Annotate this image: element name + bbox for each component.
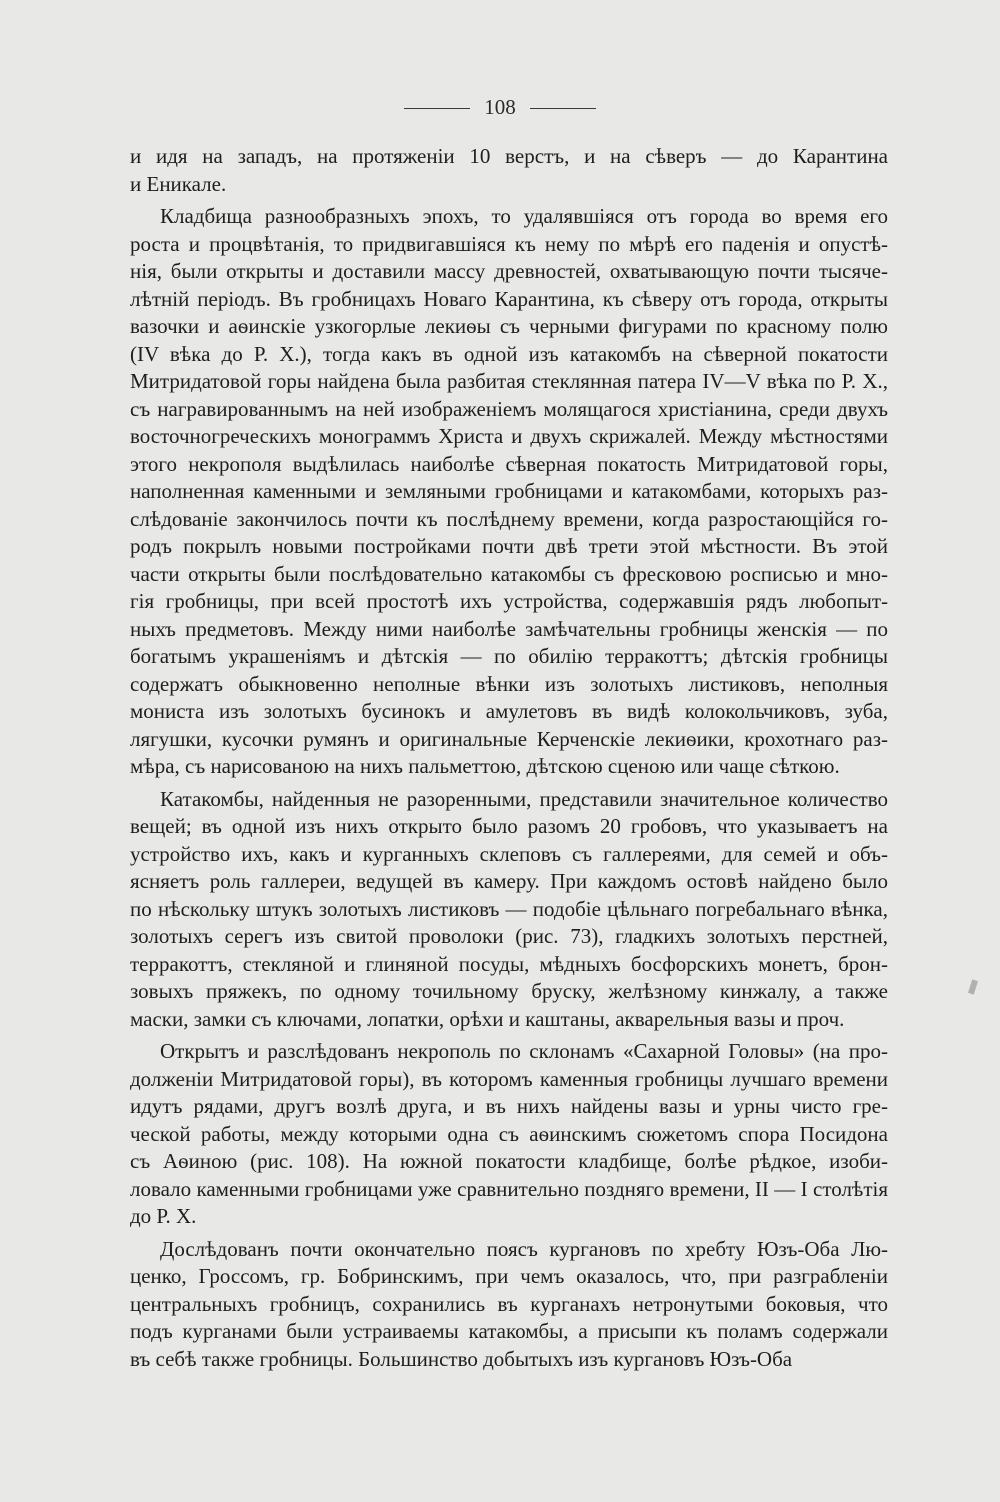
text-line: вазочки и аѳинскіе узкогорлые лекиѳы съ черными фигурами по красному полю	[130, 314, 888, 338]
header-rule-right	[530, 108, 596, 109]
paragraph	[130, 786, 888, 1034]
text-line: идутъ рядами, другъ возлѣ друга, и въ нихъ найдены вазы и урны чисто гре-	[130, 1094, 888, 1118]
text-line: гія гробницы, при всей простотѣ ихъ устройства, содержавшія рядъ любопыт-	[130, 589, 888, 613]
text-line: ныхъ предметовъ. Между ними наиболѣе замѣчательны гробницы женскія — по	[130, 616, 888, 641]
text-line: и идя на западъ, на протяженіи 10 верстъ, и на сѣверъ — до Карантина	[130, 144, 888, 168]
text-line: слѣдованіе закончилось почти къ послѣднему времени, когда разростающійся го-	[130, 506, 888, 531]
text-line: Кладбища разнообразныхъ эпохъ, то удалявшіяся отъ города во время его	[160, 204, 888, 228]
text-line: зовыхъ пряжекъ, по одному точильному бруску, желѣзному кинжалу, а также	[130, 979, 888, 1003]
text-line: Митридатовой горы найдена была разбитая стеклянная патера IV—V вѣка по Р. Х.,	[130, 369, 888, 393]
text-line: роста и процвѣтанія, то придвигавшіяся къ нему по мѣрѣ его паденія и опустѣ-	[130, 231, 888, 256]
text-line: терракоттъ, стекляной и глиняной посуды, мѣдныхъ босфорскихъ монетъ, брон-	[130, 951, 888, 976]
text-line: мониста изъ золотыхъ бусинокъ и амулетовъ въ видѣ колокольчиковъ, зуба,	[130, 699, 888, 723]
text-line: содержатъ обыкновенно неполные вѣнки изъ золотыхъ листиковъ, неполныя	[130, 671, 888, 696]
text-line: съ награвированнымъ на ней изображеніемъ молящагося христіанина, среди двухъ	[130, 396, 888, 421]
paper-speck	[968, 979, 978, 994]
paragraph	[130, 203, 888, 781]
text-line: до Р. Х.	[130, 1204, 197, 1228]
text-line: Катакомбы, найденныя не разоренными, представили значительное количество	[160, 786, 888, 811]
text-line: ясняетъ роль галлереи, ведущей въ камеру. При каждомъ остовѣ найдено было	[130, 869, 888, 893]
text-line: (IV вѣка до Р. Х.), тогда какъ въ одной изъ катакомбъ на сѣверной покатости	[130, 341, 888, 366]
text-line: родъ покрылъ новыми постройками почти двѣ трети этой мѣстности. Въ этой	[130, 534, 888, 558]
text-line: по нѣскольку штукъ золотыхъ листиковъ — подобіе цѣльнаго погребальнаго вѣнка,	[130, 896, 888, 921]
paragraph	[130, 1236, 888, 1374]
text-line: вещей; въ одной изъ нихъ открыто было разомъ 20 гробовъ, что указываетъ на	[130, 814, 888, 838]
text-line: этого некрополя выдѣлилась наиболѣе сѣверная покатость Митридатовой горы,	[130, 451, 888, 476]
body-text	[130, 143, 888, 1373]
text-line: долженіи Митридатовой горы), въ которомъ каменныя гробницы лучшаго времени	[130, 1066, 888, 1091]
paragraph	[130, 143, 888, 198]
text-line: мѣра, съ нарисованою на нихъ пальметтою, дѣтскою сценою или чаще сѣткою.	[130, 754, 840, 778]
text-line: лягушки, кусочки румянъ и оригинальные Керченскіе лекиѳики, крохотнаго раз-	[130, 726, 888, 751]
text-line: восточногреческихъ монограммъ Христа и двухъ скрижалей. Между мѣстностями	[130, 424, 888, 448]
text-line: наполненная каменными и земляными гробницами и катакомбами, которыхъ раз-	[130, 479, 888, 503]
text-line: и Еникале.	[130, 171, 227, 196]
text-line: ческой работы, между которыми одна съ аѳинскимъ сюжетомъ спора Посидона	[130, 1121, 888, 1146]
text-line: ценко, Гроссомъ, гр. Бобринскимъ, при чемъ оказалось, что, при разграбленіи	[130, 1264, 888, 1288]
text-line: лѣтній періодъ. Въ гробницахъ Новаго Карантина, къ сѣверу отъ города, открыты	[130, 286, 888, 311]
header-rule-left	[404, 108, 470, 109]
page-header	[0, 95, 1000, 120]
text-line: подъ курганами были устраиваемы катакомбы, а присыпи къ поламъ содержали	[130, 1319, 888, 1343]
text-line: Дослѣдованъ почти окончательно поясъ кургановъ по хребту Юзъ-Оба Лю-	[160, 1236, 888, 1261]
text-line: центральныхъ гробницъ, сохранились въ курганахъ нетронутыми боковыя, что	[130, 1291, 888, 1316]
text-line: ловало каменными гробницами уже сравнительно поздняго времени, II — I столѣтія	[130, 1176, 888, 1201]
text-line: Открытъ и разслѣдованъ некрополь по склонамъ «Сахарной Головы» (на про-	[160, 1039, 888, 1063]
text-line: маски, замки съ ключами, лопатки, орѣхи и каштаны, акварельныя вазы и проч.	[130, 1006, 845, 1031]
text-line: богатымъ украшеніямъ и дѣтскія — по обилію терракоттъ; дѣтскія гробницы	[130, 644, 888, 668]
text-line: въ себѣ также гробницы. Большинство добытыхъ изъ кургановъ Юзъ-Оба	[130, 1346, 793, 1371]
text-line: устройство ихъ, какъ и курганныхъ склеповъ съ галлереями, для семей и объ-	[130, 841, 888, 866]
text-line: съ Аѳиною (рис. 108). На южной покатости кладбище, болѣе рѣдкое, изоби-	[130, 1149, 888, 1173]
text-line: нія, были открыты и доставили массу древностей, охватывающую почти тысяче-	[130, 259, 888, 283]
page-number: 108	[484, 95, 516, 119]
text-line: части открыты были послѣдовательно катакомбы съ фресковою росписью и мно-	[130, 561, 888, 586]
text-line: золотыхъ серегъ изъ свитой проволоки (рис. 73), гладкихъ золотыхъ перстней,	[130, 924, 888, 948]
paragraph	[130, 1038, 888, 1231]
